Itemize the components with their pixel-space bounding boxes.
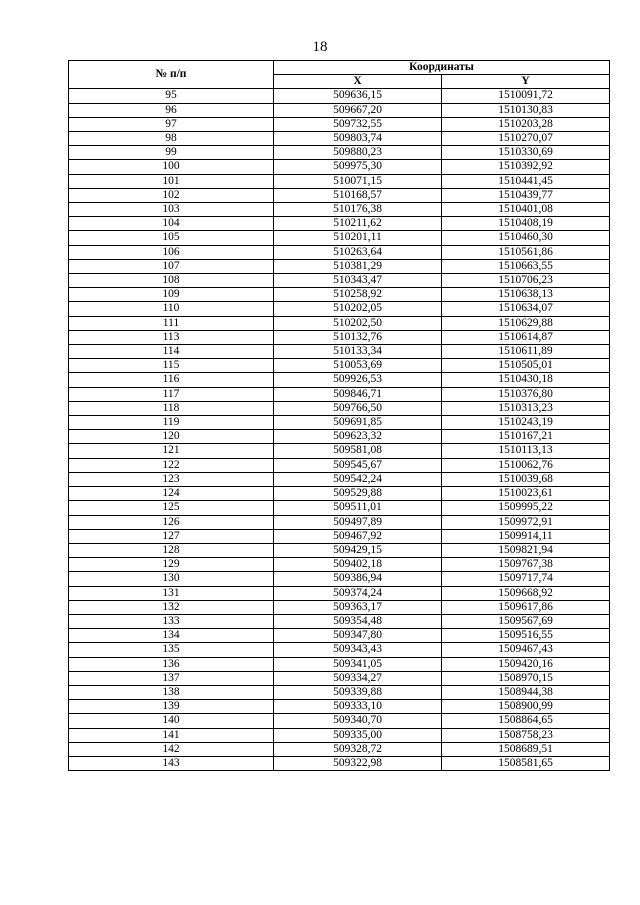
cell-x: 509341,05 [274, 657, 442, 671]
cell-point-number: 115 [69, 359, 274, 373]
table-row [69, 345, 610, 359]
table-row [69, 643, 610, 657]
cell-y: 1510330,69 [442, 146, 610, 160]
cell-y: 1509717,74 [442, 572, 610, 586]
cell-point-number: 134 [69, 629, 274, 643]
cell-point-number: 99 [69, 146, 274, 160]
table-row [69, 543, 610, 557]
header-y: Y [442, 75, 610, 89]
table-row [69, 728, 610, 742]
cell-y: 1510243,19 [442, 416, 610, 430]
header-coordinates: Координаты [274, 61, 610, 75]
cell-x: 510211,62 [274, 217, 442, 231]
cell-point-number: 122 [69, 458, 274, 472]
cell-y: 1509516,55 [442, 629, 610, 643]
table-row [69, 330, 610, 344]
cell-y: 1510441,45 [442, 174, 610, 188]
cell-x: 510132,76 [274, 330, 442, 344]
cell-y: 1510091,72 [442, 89, 610, 103]
table-row [69, 89, 610, 103]
table-row [69, 160, 610, 174]
cell-x: 509467,92 [274, 529, 442, 543]
cell-point-number: 140 [69, 714, 274, 728]
cell-x: 509623,32 [274, 430, 442, 444]
cell-y: 1509821,94 [442, 543, 610, 557]
cell-point-number: 104 [69, 217, 274, 231]
cell-x: 509386,94 [274, 572, 442, 586]
cell-y: 1508758,23 [442, 728, 610, 742]
table-row [69, 117, 610, 131]
cell-x: 509374,24 [274, 586, 442, 600]
cell-point-number: 118 [69, 401, 274, 415]
cell-y: 1508581,65 [442, 756, 610, 770]
cell-point-number: 97 [69, 117, 274, 131]
cell-y: 1510408,19 [442, 217, 610, 231]
cell-point-number: 125 [69, 501, 274, 515]
cell-y: 1510629,88 [442, 316, 610, 330]
table-row [69, 572, 610, 586]
cell-x: 509402,18 [274, 558, 442, 572]
cell-y: 1509567,69 [442, 614, 610, 628]
cell-x: 509667,20 [274, 103, 442, 117]
cell-y: 1509420,16 [442, 657, 610, 671]
cell-x: 510176,38 [274, 203, 442, 217]
table-row [69, 700, 610, 714]
cell-y: 1510634,07 [442, 302, 610, 316]
cell-y: 1509972,91 [442, 515, 610, 529]
cell-y: 1510392,92 [442, 160, 610, 174]
cell-point-number: 111 [69, 316, 274, 330]
table-row [69, 401, 610, 415]
table-row [69, 586, 610, 600]
table-row [69, 600, 610, 614]
cell-point-number: 110 [69, 302, 274, 316]
cell-point-number: 130 [69, 572, 274, 586]
cell-x: 509339,88 [274, 685, 442, 699]
cell-point-number: 101 [69, 174, 274, 188]
cell-x: 510202,05 [274, 302, 442, 316]
cell-y: 1510039,68 [442, 472, 610, 486]
cell-y: 1508970,15 [442, 671, 610, 685]
cell-point-number: 121 [69, 444, 274, 458]
cell-x: 509636,15 [274, 89, 442, 103]
cell-x: 509354,48 [274, 614, 442, 628]
cell-point-number: 135 [69, 643, 274, 657]
cell-x: 510258,92 [274, 288, 442, 302]
cell-x: 509333,10 [274, 700, 442, 714]
table-row [69, 302, 610, 316]
cell-x: 509803,74 [274, 132, 442, 146]
header-x: X [274, 75, 442, 89]
table-row [69, 742, 610, 756]
cell-point-number: 106 [69, 245, 274, 259]
cell-y: 1510614,87 [442, 330, 610, 344]
cell-y: 1508944,38 [442, 685, 610, 699]
cell-x: 509363,17 [274, 600, 442, 614]
table-row [69, 472, 610, 486]
cell-point-number: 107 [69, 259, 274, 273]
cell-y: 1509617,86 [442, 600, 610, 614]
cell-x: 509880,23 [274, 146, 442, 160]
cell-x: 510381,29 [274, 259, 442, 273]
cell-y: 1510611,89 [442, 345, 610, 359]
cell-y: 1510062,76 [442, 458, 610, 472]
coordinates-table [68, 60, 610, 771]
cell-y: 1509467,43 [442, 643, 610, 657]
cell-point-number: 116 [69, 373, 274, 387]
header-point-number: № п/п [69, 61, 274, 89]
cell-y: 1510663,55 [442, 259, 610, 273]
cell-x: 509542,24 [274, 472, 442, 486]
table-row [69, 444, 610, 458]
cell-y: 1510401,08 [442, 203, 610, 217]
table-row [69, 103, 610, 117]
cell-x: 509732,55 [274, 117, 442, 131]
cell-y: 1510270,07 [442, 132, 610, 146]
table-row [69, 132, 610, 146]
table-row [69, 174, 610, 188]
cell-point-number: 132 [69, 600, 274, 614]
cell-x: 509335,00 [274, 728, 442, 742]
cell-y: 1510167,21 [442, 430, 610, 444]
cell-x: 509429,15 [274, 543, 442, 557]
cell-x: 509766,50 [274, 401, 442, 415]
cell-point-number: 139 [69, 700, 274, 714]
table-row [69, 387, 610, 401]
cell-x: 509511,01 [274, 501, 442, 515]
cell-y: 1508689,51 [442, 742, 610, 756]
table-row [69, 487, 610, 501]
table-row [69, 231, 610, 245]
cell-point-number: 133 [69, 614, 274, 628]
table-row [69, 629, 610, 643]
table-row [69, 614, 610, 628]
cell-x: 510168,57 [274, 188, 442, 202]
cell-point-number: 123 [69, 472, 274, 486]
table-row [69, 558, 610, 572]
cell-y: 1510706,23 [442, 274, 610, 288]
cell-x: 509529,88 [274, 487, 442, 501]
cell-x: 509691,85 [274, 416, 442, 430]
table-row [69, 671, 610, 685]
table-row [69, 430, 610, 444]
cell-point-number: 102 [69, 188, 274, 202]
cell-point-number: 124 [69, 487, 274, 501]
cell-y: 1510130,83 [442, 103, 610, 117]
cell-point-number: 117 [69, 387, 274, 401]
cell-y: 1510113,13 [442, 444, 610, 458]
cell-point-number: 137 [69, 671, 274, 685]
cell-x: 509343,43 [274, 643, 442, 657]
cell-x: 510133,34 [274, 345, 442, 359]
table-row [69, 458, 610, 472]
table-row [69, 245, 610, 259]
table-header [69, 61, 610, 89]
table-row [69, 259, 610, 273]
cell-point-number: 138 [69, 685, 274, 699]
table-row [69, 203, 610, 217]
cell-x: 509347,80 [274, 629, 442, 643]
cell-point-number: 109 [69, 288, 274, 302]
cell-point-number: 98 [69, 132, 274, 146]
cell-point-number: 136 [69, 657, 274, 671]
cell-point-number: 96 [69, 103, 274, 117]
cell-y: 1510023,61 [442, 487, 610, 501]
cell-point-number: 105 [69, 231, 274, 245]
cell-x: 509975,30 [274, 160, 442, 174]
cell-x: 509846,71 [274, 387, 442, 401]
cell-point-number: 131 [69, 586, 274, 600]
cell-point-number: 100 [69, 160, 274, 174]
cell-x: 509334,27 [274, 671, 442, 685]
cell-y: 1509995,22 [442, 501, 610, 515]
cell-x: 509340,70 [274, 714, 442, 728]
cell-point-number: 114 [69, 345, 274, 359]
cell-y: 1510439,77 [442, 188, 610, 202]
table-row [69, 274, 610, 288]
cell-x: 509322,98 [274, 756, 442, 770]
cell-point-number: 120 [69, 430, 274, 444]
cell-y: 1509914,11 [442, 529, 610, 543]
cell-y: 1509668,92 [442, 586, 610, 600]
cell-point-number: 142 [69, 742, 274, 756]
cell-x: 510053,69 [274, 359, 442, 373]
cell-point-number: 143 [69, 756, 274, 770]
cell-point-number: 126 [69, 515, 274, 529]
cell-y: 1510313,23 [442, 401, 610, 415]
cell-y: 1510561,86 [442, 245, 610, 259]
cell-y: 1510505,01 [442, 359, 610, 373]
cell-y: 1510203,28 [442, 117, 610, 131]
cell-x: 509328,72 [274, 742, 442, 756]
table-row [69, 188, 610, 202]
table-row [69, 416, 610, 430]
cell-x: 509545,67 [274, 458, 442, 472]
table-row [69, 373, 610, 387]
table-row [69, 714, 610, 728]
cell-point-number: 128 [69, 543, 274, 557]
cell-point-number: 103 [69, 203, 274, 217]
cell-x: 509581,08 [274, 444, 442, 458]
cell-y: 1508864,65 [442, 714, 610, 728]
cell-x: 510202,50 [274, 316, 442, 330]
table-row [69, 756, 610, 770]
table-row [69, 146, 610, 160]
cell-point-number: 95 [69, 89, 274, 103]
cell-point-number: 141 [69, 728, 274, 742]
page-number: 18 [312, 39, 328, 55]
table-body [69, 89, 610, 771]
table-row [69, 359, 610, 373]
cell-point-number: 113 [69, 330, 274, 344]
cell-y: 1510430,18 [442, 373, 610, 387]
table-row [69, 501, 610, 515]
table-row [69, 288, 610, 302]
table-row [69, 515, 610, 529]
cell-x: 509497,89 [274, 515, 442, 529]
cell-point-number: 119 [69, 416, 274, 430]
cell-y: 1510460,30 [442, 231, 610, 245]
cell-point-number: 108 [69, 274, 274, 288]
cell-x: 509926,53 [274, 373, 442, 387]
cell-point-number: 127 [69, 529, 274, 543]
table-row [69, 529, 610, 543]
cell-x: 510263,64 [274, 245, 442, 259]
cell-y: 1510638,13 [442, 288, 610, 302]
cell-y: 1508900,99 [442, 700, 610, 714]
cell-y: 1510376,80 [442, 387, 610, 401]
cell-x: 510201,11 [274, 231, 442, 245]
table-row [69, 657, 610, 671]
table-row [69, 316, 610, 330]
cell-x: 510343,47 [274, 274, 442, 288]
table-row [69, 685, 610, 699]
cell-point-number: 129 [69, 558, 274, 572]
cell-x: 510071,15 [274, 174, 442, 188]
cell-y: 1509767,38 [442, 558, 610, 572]
table-row [69, 217, 610, 231]
